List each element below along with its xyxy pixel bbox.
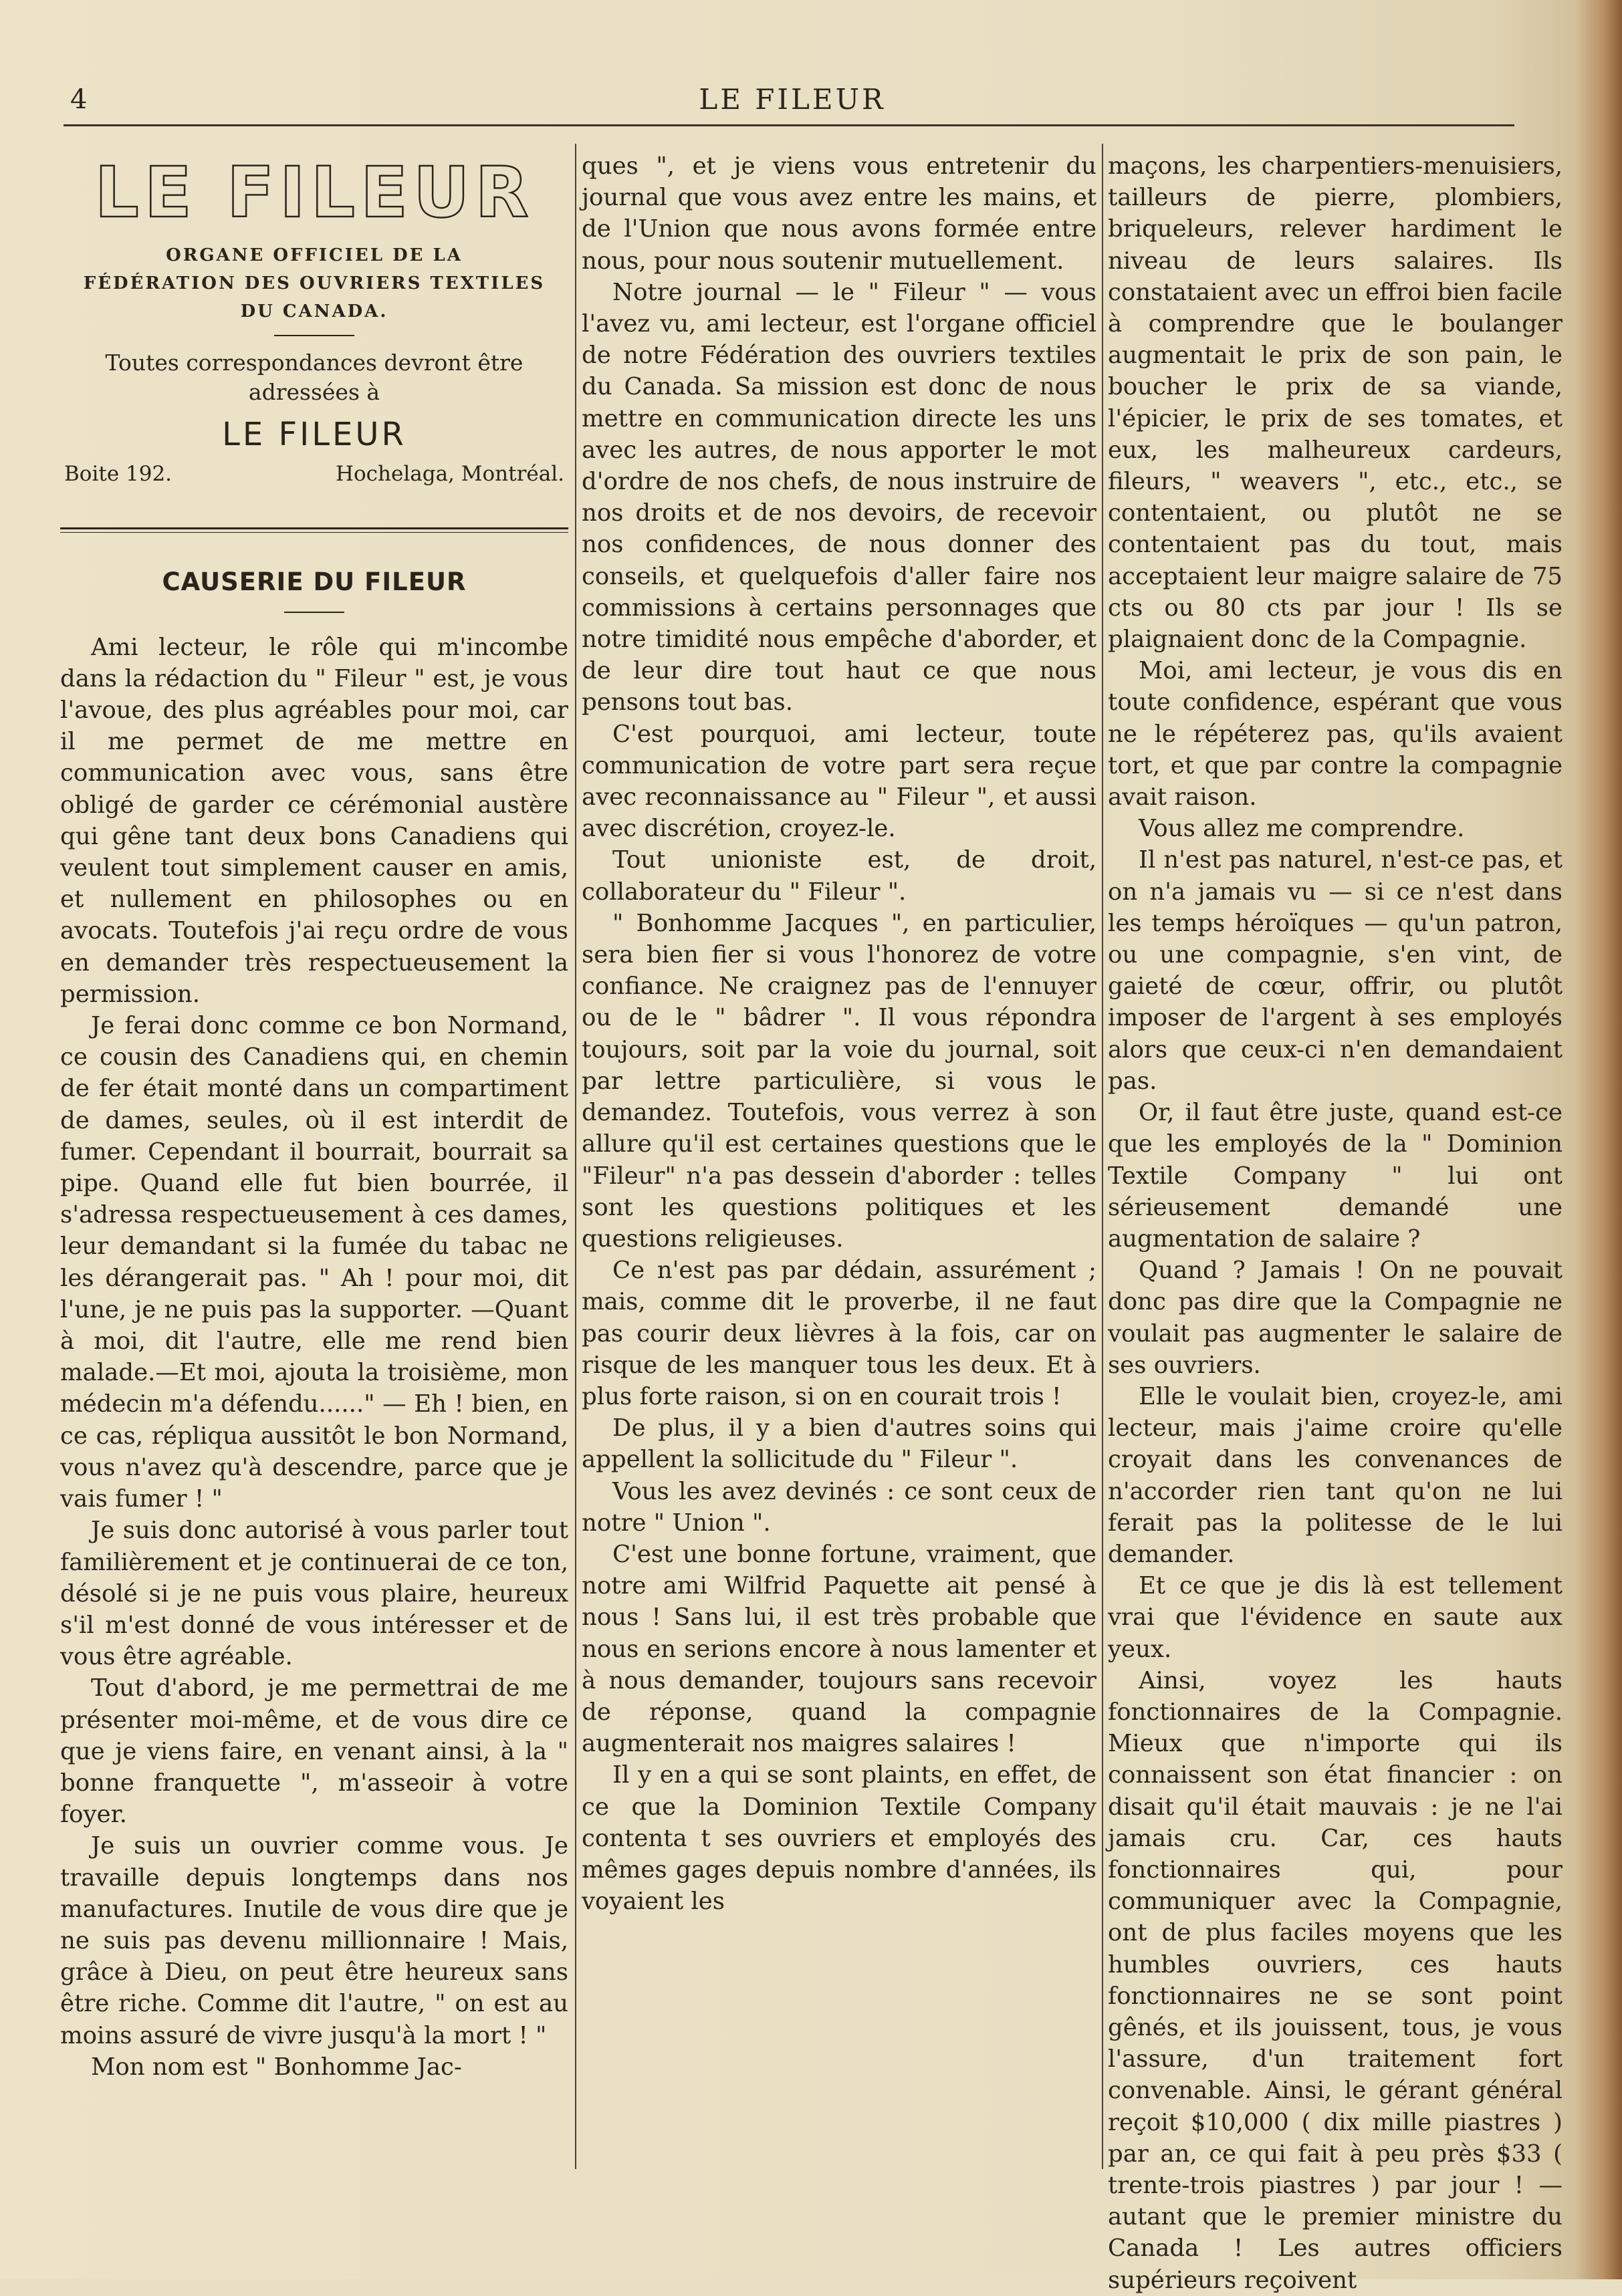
masthead-name: LE FILEUR [222,416,407,453]
paragraph: Il y en a qui se sont plaints, en effet, de ce que la Dominion Textile Company contenta t ses ouvriers et employés des mêmes gages depuis nombre d'années, ils voyaient les [582,1761,1096,1916]
paragraph: Ami lecteur, le rôle qui m'incombe dans la rédaction du " Fileur " est, je vous l'avoue, des plus agréables pour moi, car il me permet de me mettre en communication avec vous, sans être obligé de garder ce cérémonial austère qui gêne tant deux bons Canadiens qui veulent tout simplement causer en amis, et nullement en philosophes ou en avocats. Toutefois j'ai reçu ordre de vous en demander très respectueusement la permission. [60,633,568,1008]
paragraph: Je ferai donc comme ce bon Normand, ce cousin des Canadiens qui, en chemin de fer était monté dans un compartiment de dames, seules, où il est interdit de fumer. Cependant il bourrait, bourrait sa pipe. Quand elle fut bien bourrée, il s'adressa respectueusement à ces dames, leur demandant si la fumée du tabac ne les dérangerait pas. " Ah ! pour moi, dit l'une, je ne puis pas la supporter. —Quant à moi, dit l'autre, elle me rend bien malade.—Et moi, ajouta la troisième, mon médecin m'a défendu......" — Eh ! bien, en ce cas, répliqua aussitôt le bon Normand, vous n'avez qu'à descendre, parce que je vais fumer ! " [60,1012,568,1513]
paragraph: Or, il faut être juste, quand est-ce que les employés de la " Dominion Textile Company " lui ont sérieusement demandé une augmentation de salaire ? [1108,1099,1562,1253]
double-rule [60,527,568,533]
column-3 [1108,150,1562,2294]
paragraph: Il n'est pas naturel, n'est-ce pas, et on n'a jamais vu — si ce n'est dans les temps héroïques — qu'un patron, ou une compagnie, s'en vint, de gaieté de cœur, offrir, ou plutôt imposer de l'argent à ses employés alors que ceux-ci n'en demandaient pas. [1108,846,1562,1095]
paragraph: Ce n'est pas par dédain, assurément ; mais, comme dit le proverbe, il ne faut pas courir deux lièvres à la fois, car on risque de les manquer tous les deux. Et à plus forte raison, si on en courait trois ! [582,1257,1096,1410]
paragraph: Mon nom est " Bonhomme Jac- [91,2053,462,2081]
masthead [60,150,568,490]
column-rule-1 [575,144,576,2169]
paragraph: Vous les avez devinés : ce sont ceux de notre " Union ". [582,1477,1096,1537]
masthead-divider [274,335,354,336]
masthead-org-line-1: ORGANE OFFICIEL DE LA [166,245,463,265]
paragraph: C'est pourquoi, ami lecteur, toute communication de votre part sera reçue avec reconnaissance au " Fileur ", et aussi avec discrétion, croyez-le. [582,720,1096,843]
paragraph: Ainsi, voyez les hauts fonctionnaires de la Compagnie. Mieux que n'importe qui ils connaissent son état financier : on disait qu'il était mauvais : je ne l'ai jamais cru. Car, ces hauts fonctionnaires qui, pour communiquer avec la Compagnie, ont de plus faciles moyens que les humbles ouvriers, ces hauts fonctionnaires ne se sont point gênés, et ils jouissent, tous, je vous l'assure, d'un traitement fort convenable. Ainsi, le gérant général reçoit $10,000 ( dix mille piastres ) par an, ce qui fait à peu près $33 ( trente-trois piastres ) par jour ! — autant que le premier ministre du Canada ! Les autres officiers supérieurs reçoivent [1108,1666,1562,2294]
header-rule [64,124,1514,126]
masthead-title: LE FILEUR [94,152,534,233]
post-box: Boite 192. [64,462,172,487]
page-edge-shadow [1575,0,1622,2279]
page-number: 4 [70,84,88,115]
running-header [64,79,1521,126]
paragraph: Et ce que je dis là est tellement vrai que l'évidence en saute aux yeux. [1108,1572,1562,1663]
paragraph: C'est une bonne fortune, vraiment, que notre ami Wilfrid Paquette ait pensé à nous ! Sans lui, il est très probable que nous en serions encore à nous lamenter et à nous demander, toujours sans recevoir de réponse, quand la compagnie augmenterait nos maigres salaires ! [582,1540,1096,1758]
masthead-address [60,459,568,490]
paragraph: De plus, il y a bien d'autres soins qui appellent la sollicitude du " Fileur ". [582,1414,1096,1474]
correspondence-line-1: Toutes correspondances devront être [105,350,524,376]
correspondence-line-2: adressées à [248,379,380,405]
column-1 [60,150,568,2176]
paragraph: Tout unioniste est, de droit, collaborateur du " Fileur ". [582,846,1096,906]
paragraph: Quand ? Jamais ! On ne pouvait donc pas dire que la Compagnie ne voulait pas augmenter le salaire de ses ouvriers. [1108,1257,1562,1379]
paragraph: " Bonhomme Jacques ", en particulier, sera bien fier si vous l'honorez de votre confiance. Ne craignez pas de l'ennuyer ou de le " bâdrer ". Il vous répondra toujours, soit par la voie du journal, soit par lettre particulière, si vous le demandez. Toutefois, vous verrez à son allure qu'il est certaines questions que le "Fileur" n'a pas dessein d'aborder : telles sont les questions politiques et les questions religieuses. [582,909,1096,1253]
paragraph: Vous allez me comprendre. [1139,815,1465,843]
paragraph: Tout d'abord, je me permettrai de me présenter moi-même, et de vous dire ce que je viens faire, en venant ainsi, à la " bonne franquette ", m'asseoir à votre foyer. [60,1674,568,1829]
paragraph: Je suis donc autorisé à vous parler tout familièrement et je continuerai de ce ton, désolé si je ne puis vous plaire, heureux s'il m'est donné de vous intéresser et de vous être agréable. [60,1517,568,1671]
masthead-org-line-3: DU CANADA. [240,301,388,322]
paragraph: Moi, ami lecteur, je vous dis en toute confidence, espérant que vous ne le répéterez pas, qu'ils avaient tort, et que par contre la compagnie avait raison. [1108,657,1562,811]
paragraph: maçons, les charpentiers-menuisiers, tailleurs de pierre, plombiers, briqueleurs, relever hardiment le niveau de leurs salaires. Ils constataient avec un effroi bien facile à comprendre que le boulanger augmentait le prix de son pain, le boucher le prix de sa viande, l'épicier, le prix de ses tomates, et eux, les malheureux cardeurs, fileurs, " weavers ", etc., etc., se contentaient, ou plutôt ne se contentaient pas du tout, mais acceptaient leur maigre salaire de 75 cts ou 80 cts par jour ! Ils se plaignaient donc de la Compagnie. [1108,152,1562,654]
running-title: LE FILEUR [699,83,886,116]
paragraph: Elle le voulait bien, croyez-le, ami lecteur, mais j'aime croire qu'elle croyait dans les convenances de n'accorder rien tant qu'on ne lui ferait pas la politesse de le lui demander. [1108,1382,1562,1568]
article-title: CAUSERIE DU FILEUR [162,567,467,597]
article-title-divider [284,612,344,613]
column-2 [582,150,1096,2176]
paragraph: Je suis un ouvrier comme vous. Je travaille depuis longtemps dans nos manufactures. Inutile de vous dire que je ne suis pas devenu millionnaire ! Mais, grâce à Dieu, on peut être heureux sans être riche. Comme dit l'autre, " on est au moins assuré de vivre jusqu'à la mort ! " [60,1832,568,2049]
paragraph: Notre journal — le " Fileur " — vous l'avez vu, ami lecteur, est l'organe officiel de notre Fédération des ouvriers textiles du Canada. Sa mission est donc de nous mettre en communication directe les uns avec les autres, de nous apporter le mot d'ordre de nos chefs, de nous instruire de nos droits et de nos devoirs, de recevoir nos confidences, de nous donner des conseils, et quelquefois d'aller faire nos commissions à certains personnages que notre timidité nous empêche d'aborder, et de leur dire tout haut ce que nous pensons tout bas. [582,278,1096,717]
masthead-org-line-2: FÉDÉRATION DES OUVRIERS TEXTILES [83,273,546,293]
column-rule-2 [1102,144,1103,2169]
paragraph: ques ", et je viens vous entretenir du journal que vous avez entre les mains, et de l'Union que nous avons formée entre nous, pour nous soutenir mutuellement. [582,152,1096,275]
address-city: Hochelaga, Montréal. [335,462,564,487]
